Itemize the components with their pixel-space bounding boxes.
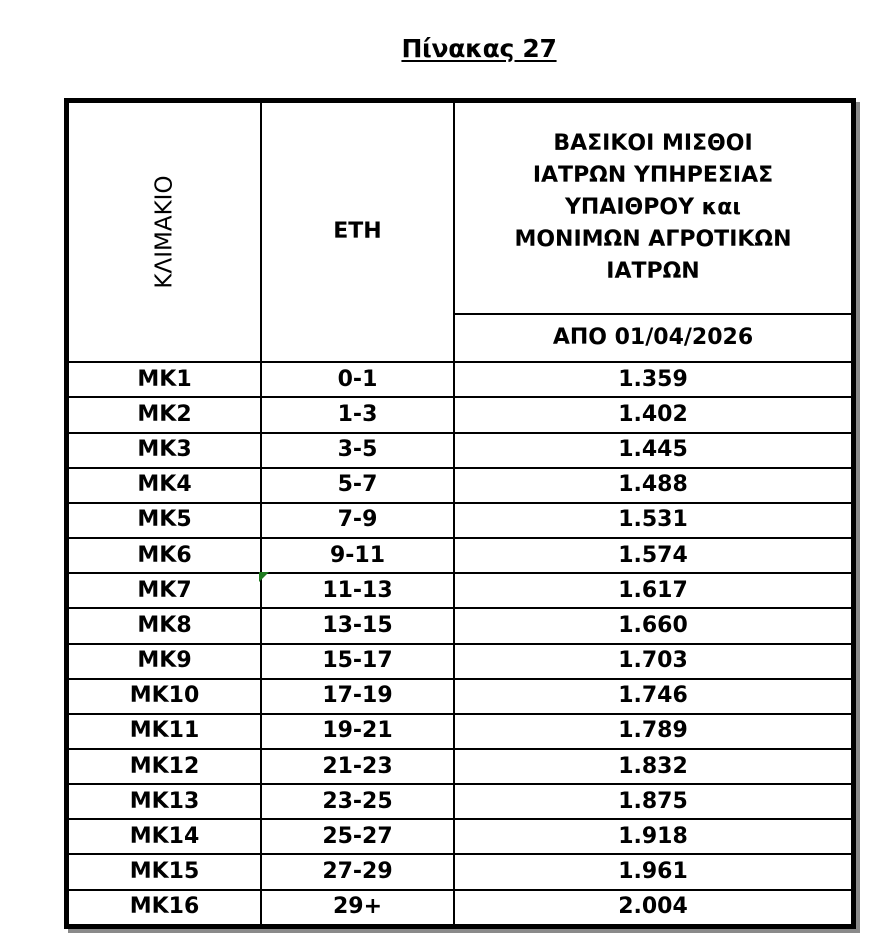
cell-years: 29+ [261, 890, 454, 925]
table-row [68, 573, 852, 608]
header-salary [454, 102, 852, 314]
header-years [261, 102, 454, 362]
header-years-label: ΕΤΗ [333, 219, 382, 245]
header-salary-date: ΑΠΟ 01/04/2026 [454, 314, 852, 362]
cell-salary: 1.832 [454, 749, 852, 784]
table-row [68, 608, 852, 643]
cell-years: 25-27 [261, 819, 454, 854]
cell-comment-marker [259, 572, 269, 582]
cell-years: 19-21 [261, 714, 454, 749]
cell-years: 1-3 [261, 397, 454, 432]
header-salary-line: ΙΑΤΡΩΝ [606, 258, 700, 284]
cell-salary: 1.746 [454, 679, 852, 714]
cell-scale: ΜΚ2 [68, 397, 261, 432]
header-salary-line: ΜΟΝΙΜΩΝ ΑΓΡΟΤΙΚΩΝ [514, 226, 792, 252]
salary-grid [67, 101, 853, 926]
table-row [68, 503, 852, 538]
table-row [68, 679, 852, 714]
table-title: Πίνακας 27 [401, 34, 557, 63]
cell-scale: ΜΚ9 [68, 644, 261, 679]
cell-years: 13-15 [261, 608, 454, 643]
table-row [68, 468, 852, 503]
cell-years: 0-1 [261, 362, 454, 397]
cell-salary: 1.789 [454, 714, 852, 749]
cell-years: 27-29 [261, 854, 454, 889]
cell-years: 7-9 [261, 503, 454, 538]
cell-scale: ΜΚ4 [68, 468, 261, 503]
header-scale [68, 102, 261, 362]
cell-salary: 1.488 [454, 468, 852, 503]
header-salary-line: ΒΑΣΙΚΟΙ ΜΙΣΘΟΙ [553, 131, 753, 157]
cell-salary: 1.359 [454, 362, 852, 397]
cell-salary: 1.918 [454, 819, 852, 854]
cell-scale: ΜΚ12 [68, 749, 261, 784]
cell-salary: 2.004 [454, 890, 852, 925]
cell-years: 17-19 [261, 679, 454, 714]
cell-years: 5-7 [261, 468, 454, 503]
table-row [68, 819, 852, 854]
cell-years: 23-25 [261, 784, 454, 819]
cell-scale: ΜΚ8 [68, 608, 261, 643]
header-salary-line: ΙΑΤΡΩΝ ΥΠΗΡΕΣΙΑΣ [532, 163, 774, 189]
cell-salary: 1.875 [454, 784, 852, 819]
table-row [68, 644, 852, 679]
table-row [68, 362, 852, 397]
header-scale-label: ΚΛΙΜΑΚΙΟ [151, 175, 177, 289]
cell-salary: 1.617 [454, 573, 852, 608]
cell-scale: ΜΚ13 [68, 784, 261, 819]
cell-years: 21-23 [261, 749, 454, 784]
table-row [68, 784, 852, 819]
cell-salary: 1.402 [454, 397, 852, 432]
cell-salary: 1.961 [454, 854, 852, 889]
cell-scale: ΜΚ14 [68, 819, 261, 854]
cell-scale: ΜΚ5 [68, 503, 261, 538]
cell-scale: ΜΚ11 [68, 714, 261, 749]
cell-salary: 1.445 [454, 433, 852, 468]
cell-salary: 1.660 [454, 608, 852, 643]
cell-salary: 1.531 [454, 503, 852, 538]
cell-scale: ΜΚ6 [68, 538, 261, 573]
cell-years: 15-17 [261, 644, 454, 679]
table-row [68, 397, 852, 432]
table-row [68, 890, 852, 925]
cell-scale: ΜΚ3 [68, 433, 261, 468]
cell-salary: 1.703 [454, 644, 852, 679]
cell-scale: ΜΚ16 [68, 890, 261, 925]
cell-years: 9-11 [261, 538, 454, 573]
cell-salary: 1.574 [454, 538, 852, 573]
cell-scale: ΜΚ15 [68, 854, 261, 889]
cell-scale: ΜΚ1 [68, 362, 261, 397]
header-salary-line: ΥΠΑΙΘΡΟΥ και [565, 195, 741, 221]
salary-table [64, 98, 856, 929]
cell-scale: ΜΚ7 [68, 573, 261, 608]
table-row [68, 714, 852, 749]
table-row [68, 538, 852, 573]
cell-years: 3-5 [261, 433, 454, 468]
cell-scale: ΜΚ10 [68, 679, 261, 714]
cell-years: 11-13 [261, 573, 454, 608]
table-row [68, 749, 852, 784]
table-row [68, 854, 852, 889]
table-row [68, 433, 852, 468]
